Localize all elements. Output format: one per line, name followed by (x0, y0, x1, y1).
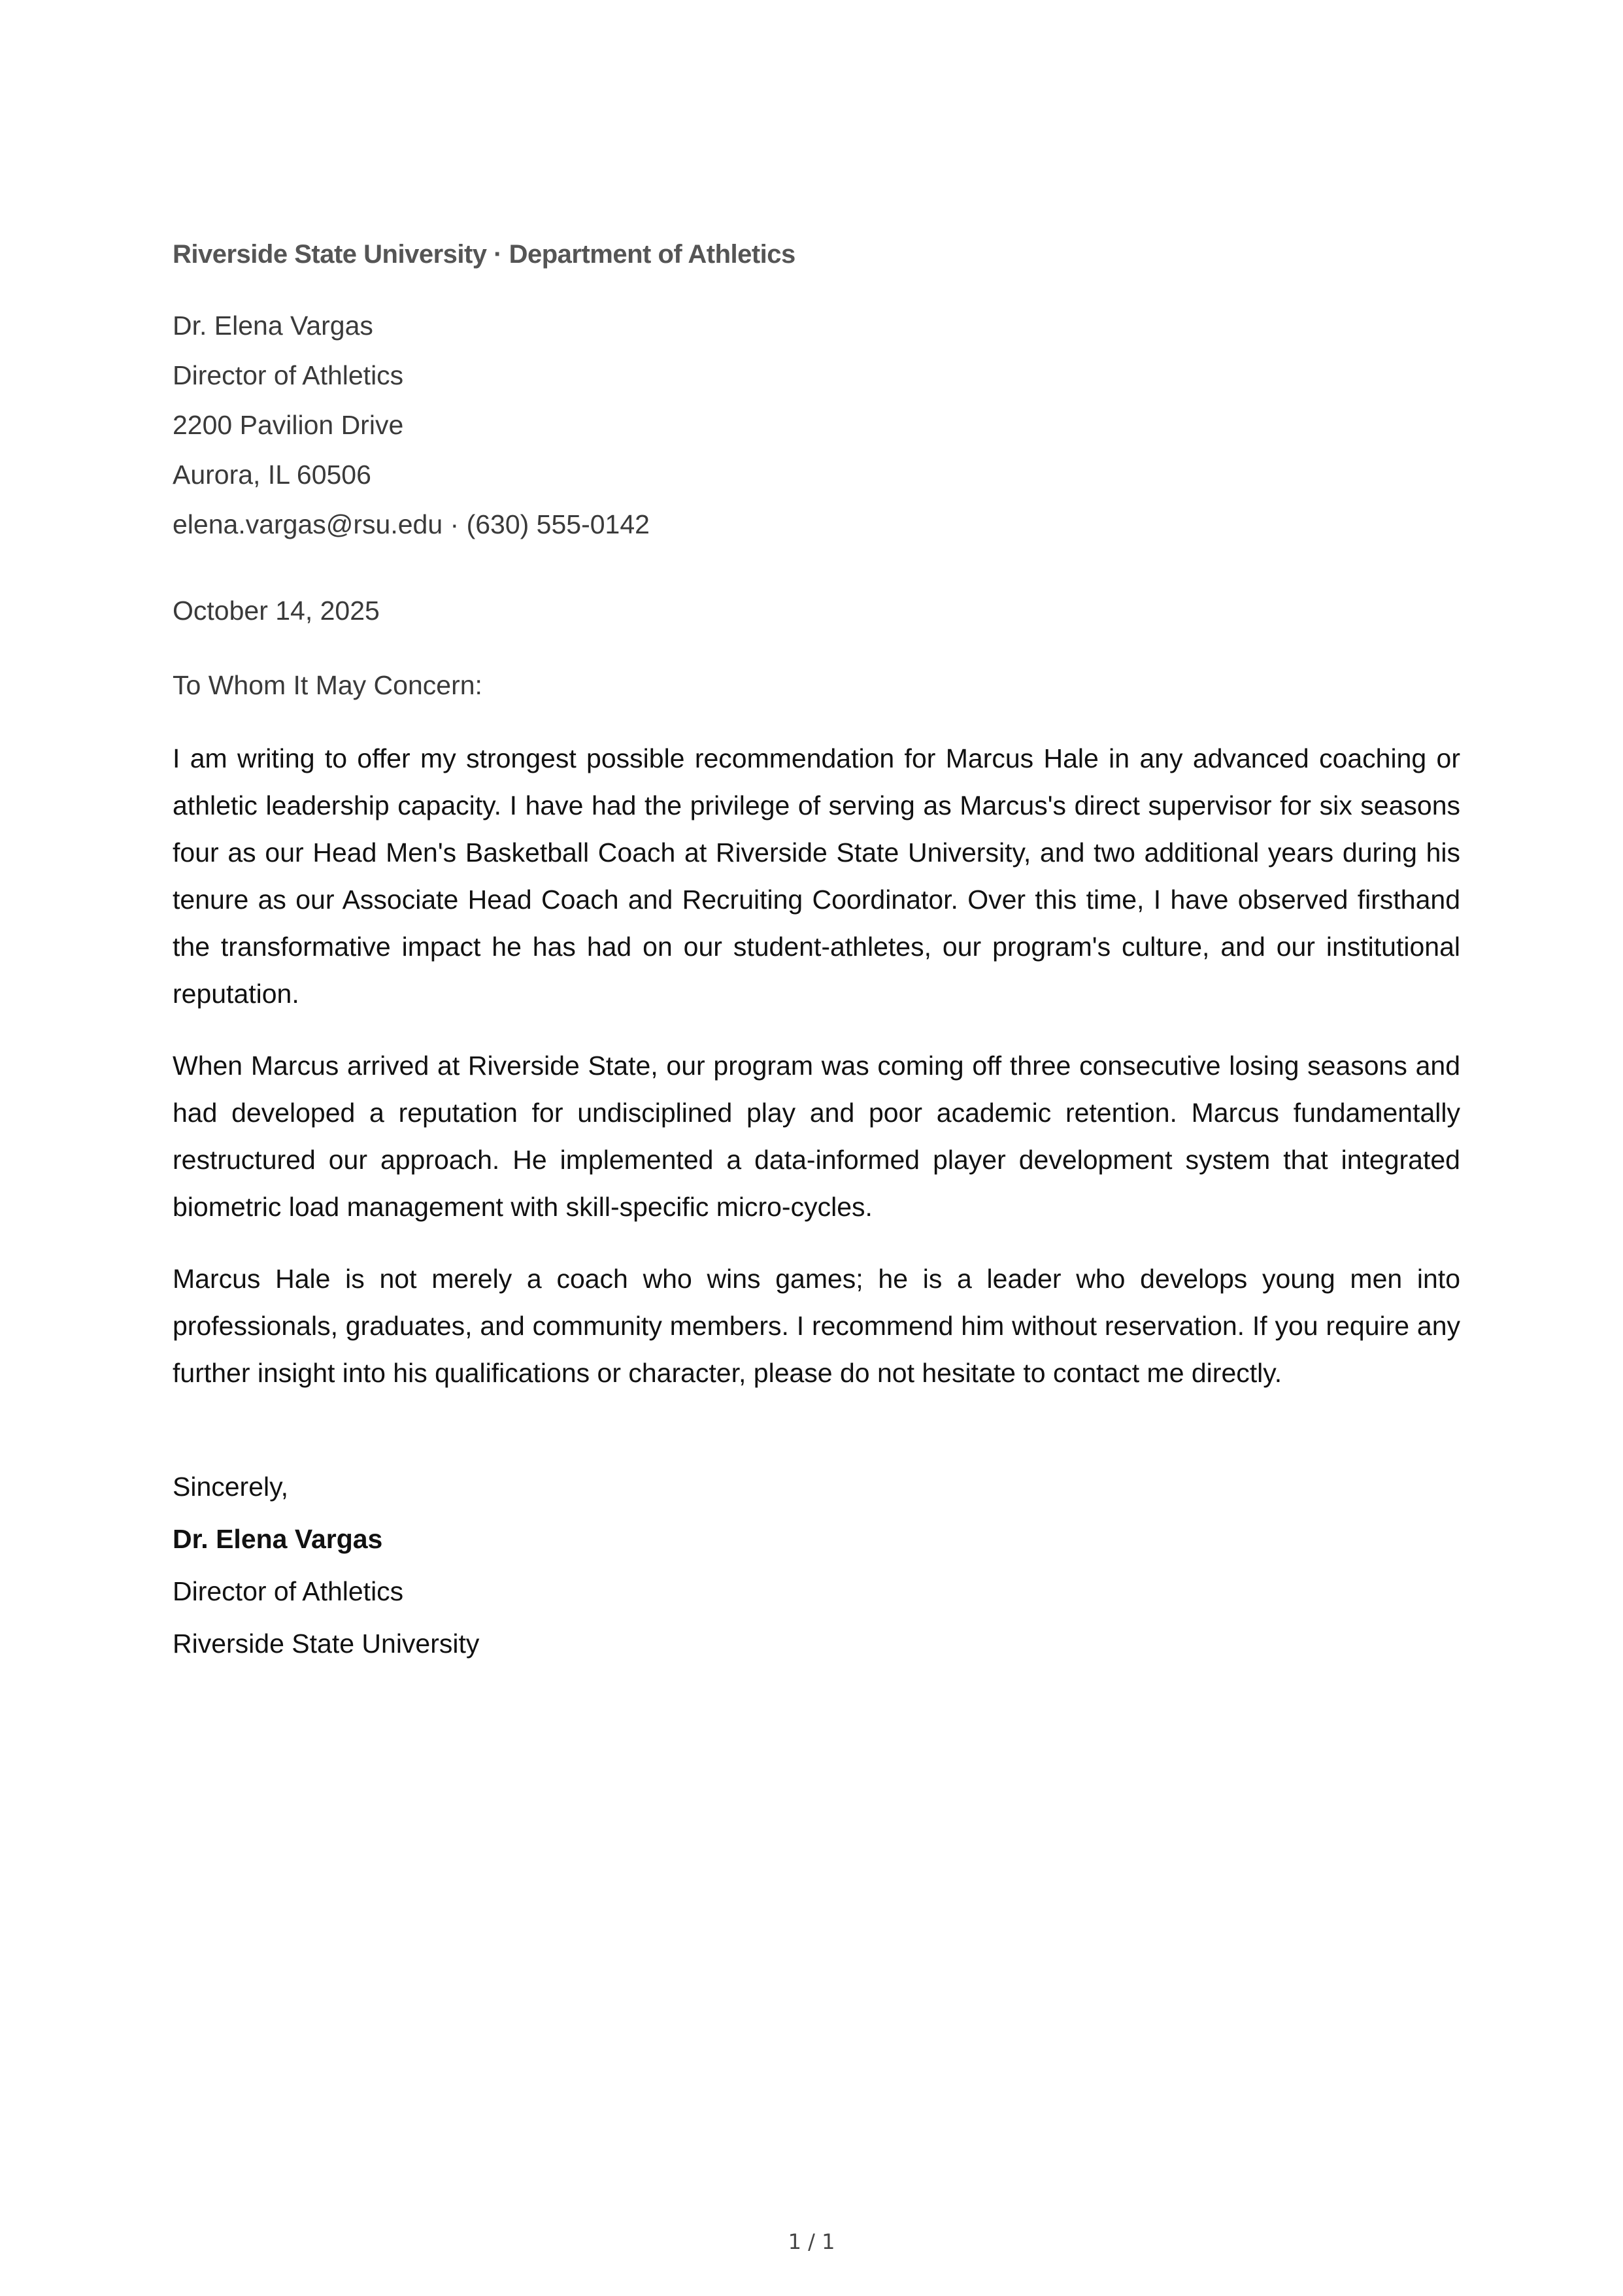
body-paragraph: I am writing to offer my strongest possible recommendation for Marcus Hale in any advanced coaching or athletic leadership capacity. I have had the privilege of serving as Marcus's direct supervisor for six seasons four as our Head Men's Basketball Coach at Riverside State University, and two additional years during his tenure as our Associate Head Coach and Recruiting Coordinator. Over this time, I have observed firsthand the transformative impact he has had on our student-athletes, our program's culture, and our institutional reputation. (173, 743, 1460, 1009)
signatory-institution: Riverside State University (173, 1629, 480, 1659)
sender-name: Dr. Elena Vargas (173, 311, 373, 341)
body-paragraph: Marcus Hale is not merely a coach who wins games; he is a leader who develops young men into professionals, graduates, and community members. I recommend him without reservation. If you require any further insight into his qualifications or character, please do not hesitate to contact me directly. (173, 1264, 1460, 1388)
valediction: Sincerely, (173, 1472, 288, 1502)
letter-date: October 14, 2025 (173, 596, 380, 626)
salutation: To Whom It May Concern: (173, 670, 482, 700)
body-paragraph: When Marcus arrived at Riverside State, our program was coming off three consecutive losing seasons and had developed a reputation for undisciplined play and poor academic retention. Marcus fundamentally restructured our approach. He implemented a data-informed player development system that integrated biometric load management with skill-specific micro-cycles. (173, 1051, 1460, 1222)
signatory-title: Director of Athletics (173, 1576, 404, 1606)
letterhead: Riverside State University · Department of Athletics (173, 240, 795, 269)
sender-city: Aurora, IL 60506 (173, 460, 371, 490)
sender-contact: elena.vargas@rsu.edu · (630) 555-0142 (173, 509, 650, 539)
sender-title: Director of Athletics (173, 360, 404, 390)
signatory-name: Dr. Elena Vargas (173, 1524, 383, 1554)
letter-body (173, 235, 1460, 1670)
sender-block (173, 301, 1460, 549)
page-indicator: 1 / 1 (788, 2229, 835, 2254)
closing-block (173, 1460, 1460, 1670)
sender-street: 2200 Pavilion Drive (173, 410, 404, 440)
